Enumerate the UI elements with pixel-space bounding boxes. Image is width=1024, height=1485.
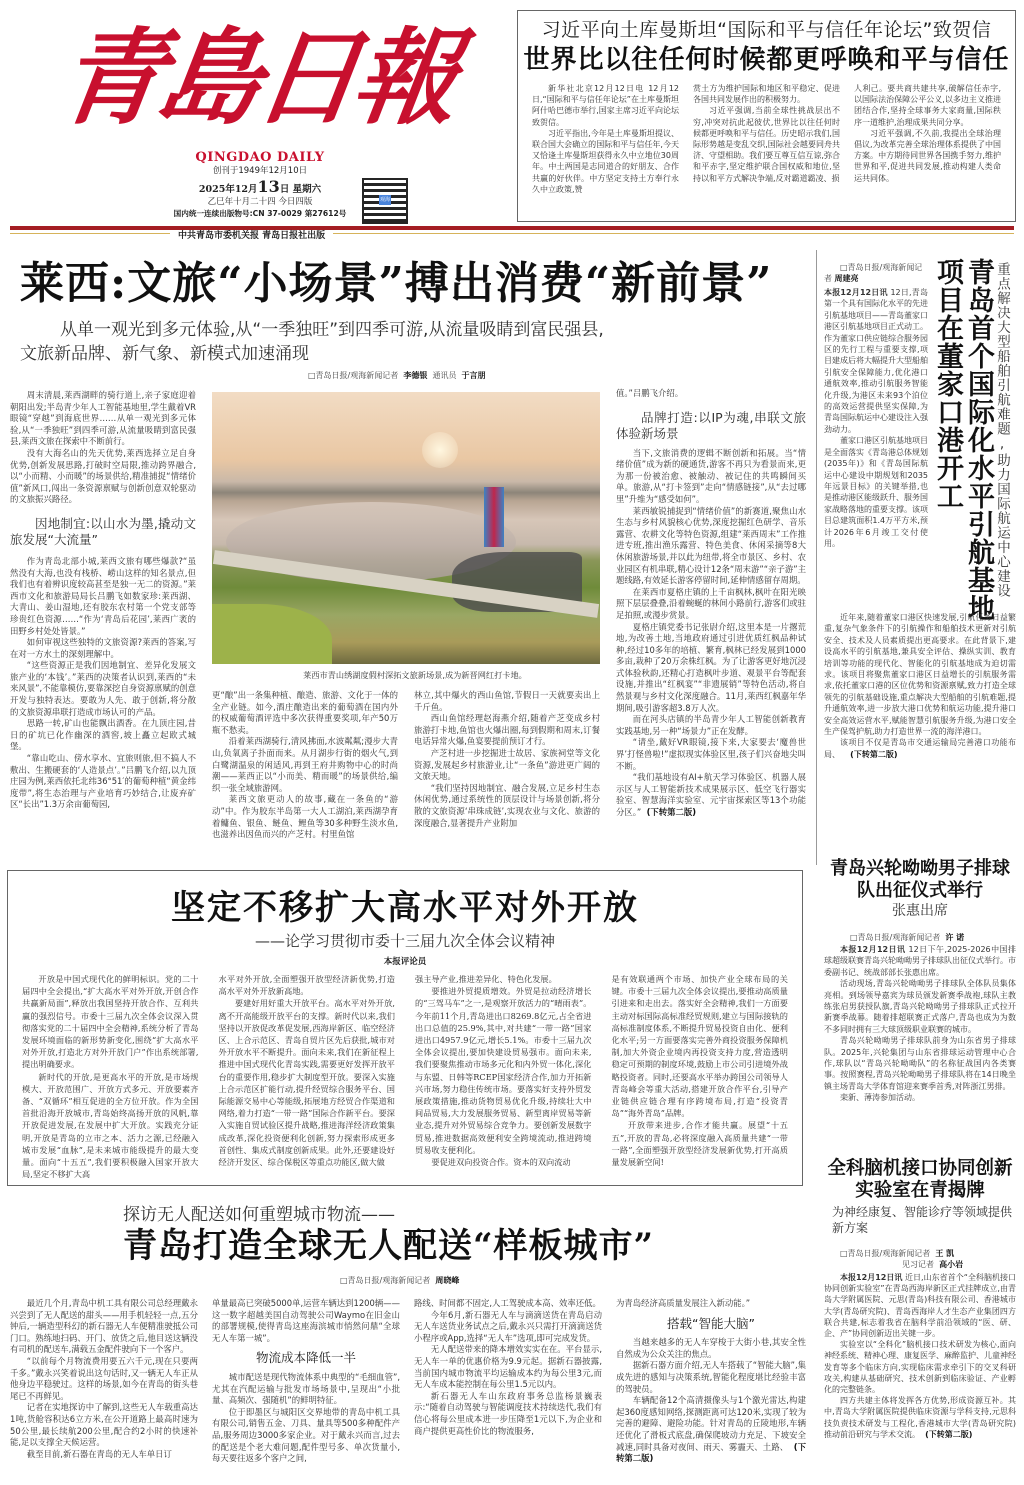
lead-column-3: 林立,其中爆火的西山鱼馆,节假日一天就要卖出上千斤鱼。 西山鱼馆经理赵海燕介绍,随着产芝变成乡村旅游打卡地,鱼馆也火爆出圈,每到假期和周末,订餐电话异常火爆,鱼宴要提前预订才行。 产芝村进一步挖掘进士故居、家族祠堂等文化资源,发展起乡村旅游业,让“一条鱼”游进更广阔的文旅天地。 “我们坚持因地制宜、融合发展,立足乡村生态休闲优势,通过系统性的顶层设计与场景创新,将分散的文旅资源‘串珠成链’,实现农业与文化、旅游的深度融合,显著提升产业附加 [414, 690, 600, 828]
continue-link[interactable]: (下转第二版) [646, 807, 697, 817]
continue-link[interactable]: (下转第二版) [850, 749, 898, 759]
right3-subtitle: 为神经康复、智能诊疗等领域提供新方案 [832, 1205, 1013, 1235]
masthead-rule [10, 226, 1014, 234]
lunar-date-editions: 乙巳年十月二十四 今日四版 [207, 197, 313, 207]
lead-column-4: 值。”吕鹏飞介绍。 品牌打造:以IP为魂,串联文旅体验新场景 当下,文旅消费的逻辑不断创新和拓展。当“情绪价值”成为新的硬通货,游客不再只为看景而来,更为那一份被治愈、被触动、被记住的共鸣瞬间买单。旅游,从“打卡签到”走向“情感链接”,从“去过哪里”升维为“感受如何”。 莱西敏锐捕捉到“情绪价值”的新赛道,聚焦山水生态与乡村风貌核心优势,深度挖掘红色研学、音乐露营、农耕文化等特色资源,组建“莱西周末”工作推进专班,推出渔乐露营、特色美食、休闲采摘等8大休闲旅游场景,并以此为纽带,将全市景区、乡村、农业园区有机串联,精心设计12条“周末游”“亲子游”主题线路,有效延长游客停留时间,延伸情感留存周期。 在莱西市夏格庄镇的上千亩枫林,枫叶在阳光映照下层层叠叠,沿着蜿蜒的林间小路前行,游客们或驻足拍照,或漫步赏景。 夏格庄镇党委书记张尉介绍,这里本是一片撂荒地,为改善土地,当地政府通过引进优质红枫品种试种,经过10多年的培植、繁育,枫林已经发展到1000多亩,栽种了20万余株红枫。为了让游客更好地沉浸式体验秋韵,还精心打造枫叶步道、观景平台等配套设施,并推出“红枫宴”“非遗展销”等特色活动,将自然景观与乡村文化深度融合。11月,莱西红枫嘉年华期间,吸引游客超3.8万人次。 而在河头店镇的半岛青少年人工智能创新教育实践基地,另一种“场景力”正在发酵。 “请坐,戴好VR眼镜,接下来,大家要去‘魔兽世界’打怪兽啦!”虚拟现实体验区里,孩子们兴奋地尖叫不断。 “我们基地设有AI+航天学习体验区、机器人展示区与人工智能新技术成果展示区、低空飞行器实验室、智慧海洋实验室、元宇宙探索区等13个功能分区。” (下转第二版) [616, 388, 806, 817]
top-story [517, 10, 1016, 222]
editorial-body [8, 967, 802, 1180]
bottom-headline: 青岛打造全球无人配送“样板城市” [123, 1226, 655, 1266]
photo-caption: 莱西市青山绣湖度假村深拓文旅新场景,成为新晋网红打卡地。 [303, 670, 527, 680]
right1-headline: 青岛首个国际化水平引航基地项目在董家口港开工 [932, 258, 994, 622]
continue-link[interactable]: (下转第二版) [925, 1429, 973, 1439]
continue-link[interactable]: (下转第二版) [616, 1441, 807, 1464]
top-story-col2: 赏土方为维护国际和地区和平稳定、促进各国共同发展作出的积极努力。 习近平强调,当前全球性挑战层出不穷,冲突对抗此起彼伏,世界比以往任何时候都更呼唤和平与信任。历史昭示我们,国际形势越是变乱交织,国际社会越要同舟共济、守望相助。我们要互尊互信互谅,弥合和平赤字,坚定维护联合国权威和地位,坚持以和平方式解决争端,反对霸道霸凌、损 [693, 84, 840, 183]
editorial-col2: 水平对外开放,全面塑强开放型经济新优势,打造高水平对外开放新高地。 要建好用好重大开放平台。高水平对外开放,离不开高能级开放平台的支撑。新时代以来,我们坚持以开放促改革促发展,西海岸新区、临空经济区、上合示范区、青岛自贸片区先后获批,城市对外开放水平不断提升。面向未来,我们在新征程上推进中国式现代化青岛实践,需要更好发挥开放平台的重要作用,稳步扩大制度型开放。要深入实施上合示范区扩能行动,提升经贸综合服务平台、国际能源交易中心等能级,拓展地方经贸合作渠道和网络,着力打造“一带一路”国际合作新平台。要深入实施自贸试验区提升战略,推进海洋经济政策集成改革,深化投资便利化创新,努力探索形成更多首创性、集成式制度创新成果。此外,还要建设好经济开发区、综合保税区等重点功能区,做大做 [218, 974, 395, 1168]
editorial-title: 坚定不移扩大高水平对外开放 [171, 888, 639, 928]
right3-header [824, 1158, 1016, 1236]
bottom-byline: □青岛日报/观海新闻记者 周晓峰 [340, 1276, 460, 1285]
publisher-text: 中共青岛市委机关报 青岛日报社出版 [170, 231, 333, 241]
lead-byline: □青岛日报/观海新闻记者 李德银 通讯员 于言朋 [308, 371, 486, 380]
right2-header [824, 858, 1016, 920]
lead-deck-line2: 文旅新品牌、新气象、新模式加速涌现 [20, 344, 309, 364]
publisher-line [170, 223, 333, 242]
right3-byline: □青岛日报/观海新闻记者 王 凯 见习记者 高小岩 [840, 1249, 964, 1269]
right1-body-wide: 近年来,随着董家口港区快速发展,引航任务日益繁重,复杂气象条件下的引航操作和船舶技术更新对引航安全、技术及人员素质提出更高要求。在此背景下,建设高水平的引航基地,兼具安全评估、操纵实训、教育培训等功能的现代化、智能化的引航基地成为迫切需求。该项目将聚焦董家口港区日益增长的引航服务需求,依托董家口港的区位优势和资源禀赋,致力打造全球领先的引航基础设施,重点解决大型船舶的引航难题,提升通航效率,进一步放大港口优势和航运功能,提升港口安全高效运营水平,赋能智慧引航服务升级,为港口安全生产保驾护航,助力打造世界一流的海洋港口。 该项目不仅是青岛市交通运输局完善港口功能布局、 (下转第二版) [824, 613, 1016, 759]
top-story-col3: 人利己。要共商共建共享,破解信任赤字,以国际法治保障公平公义,以多边主义推进团结合作,坚持全球事务大家商量,国际秩序一道维护,治理成果共同分享。 习近平强调,不久前,我提出全球治理倡议,为改革完善全球治理体系提供了中国方案。中方期待同世界各国携手努力,维护世界和平,促进共同发展,推动构建人类命运共同体。 [854, 84, 1001, 183]
bottom-column-1: 最近几个月,青岛中机工具有限公司总经理戴永兴尝到了无人配送的甜头——用手机轻轻一点,五分钟后,一辆造型科幻的新石器无人车便精准驶抵公司门口。熟练地扫码、开门、放货之后,他目送这辆没有司机的配送车,满载五金配件驶向下一个客户。 “以前每个月物流费用要五六千元,现在只要两千多。”戴永兴笑着说出这句话时,又一辆无人车正从他身边平稳驶过。这样的场景,如今在青岛的街头巷尾已不再鲜见。 记者在实地探访中了解到,这些无人车载重高达1吨,货舱容积达6立方米,在公开道路上最高时速为50公里,最长续航200公里,配合约2小时的快速补能,足以支撑全天候运营。 截至目前,新石器在青岛的无人车单日订 [10, 1298, 198, 1459]
lead-headline: 莱西:文旅“小场景”搏出消费“新前景” [20, 258, 773, 309]
top-story-kicker: 习近平向土库曼斯坦“国际和平与信任年论坛”致贺信 [541, 19, 992, 41]
editorial-col4: 是有效联通两个市场、加快产业全球布局的关键。市委十三届九次全体会议提出,要推动高质量引进来和走出去。落实好全会精神,我们一方面要主动对标国际高标准经贸规则,建立与国际接轨的高标准制度体系,不断提升贸易投资自由化、便利化水平;另一方面要落实完善外商投资服务保障机制,加大外资企业境内再投资支持力度,营造透明稳定可预期的制度环境,鼓励上市公司引进境外战略投资者。同时,还要高水平举办跨国公司领导人青岛峰会等重大活动,搭建开放合作平台,引导产业链供应链合理有序跨境布局,打造“投资青岛”“海外青岛”品牌。 开放带来进步,合作才能共赢。展望“十五五”,开放的青岛,必将深度融入高质量共建“一带一路”,全面塑强开放型经济发展新优势,打开高质量发展新空间! [611, 974, 788, 1168]
photo-grass [212, 604, 332, 664]
lead-subhead-2: 品牌打造:以IP为魂,串联文旅体验新场景 [616, 409, 806, 441]
right1-kicker: 重点解决大型船舶引航难题,助力国际航运中心建设 [994, 262, 1010, 598]
top-story-body [518, 77, 1015, 195]
editorial [7, 870, 803, 1186]
qr-code[interactable] [362, 178, 408, 224]
founded-date: 创刊于1949年12月10日 [212, 166, 308, 176]
bottom-subhead-1: 物流成本降低一半 [255, 1350, 356, 1366]
right2-headline: 青岛兴轮呦呦男子排球队出征仪式举行 [830, 858, 1010, 901]
right2-subtitle: 张惠出席 [892, 903, 948, 919]
bottom-column-2: 单量最高已突破5000单,运营车辆达到1200辆——这一数字超越美国自动驾驶公司Waymo在旧金山的部署规模,使得青岛这座海滨城市悄然问鼎“全球无人车第一城”。 物流成本降低一半 城市配送是现代物流体系中典型的“毛细血管”,尤其在汽配运输与批发市场场景中,呈现出“小批量、高频次、强随机”的鲜明特征。 位于即墨区与城阳区交界地带的青岛中机工具有限公司,销售五金、刀具、量具等500多种配件产品,服务周边3000多家企业。对于戴永兴而言,过去的配送是个老大难问题,配件型号多、单次货量小,每天要往返多个客户之间, [212, 1298, 400, 1464]
issue-date: 2025年12月13日 星期六 [198, 177, 322, 196]
red-rule [10, 226, 1014, 230]
editorial-author: 本报评论员 [383, 957, 427, 967]
right2-byline: □青岛日报/观海新闻记者 许 诺 [850, 933, 965, 942]
column-divider [816, 250, 817, 865]
masthead-info [160, 150, 360, 220]
lead-photo[interactable] [212, 392, 600, 664]
editorial-subtitle: ——论学习贯彻市委十三届九次全体会议精神 [254, 932, 555, 950]
english-name: QINGDAO DAILY [195, 150, 325, 165]
bottom-column-3: 路线、时间都不固定,人工驾驶成本高、效率还低。 今年6月,新石器无人车与滴滴送货在青岛启动无人车送货业务试点之后,戴永兴只需打开滴滴送货小程序或App,选择“无人车”选项,即可完成发货。 无人配送带来的降本增效实实在在。平台显示,无人车一单的优惠价格为9.9元起。据新石器披露,当前国内城市物流平均运输成本约为每公里3元,而无人车成本能控制在每公里1.5元以内。 新石器无人车山东政府事务总监杨景巍表示:“随着自动驾驶与智能调度技术持续迭代,我们有信心将每公里成本进一步压降至1元以下,为企业和商户提供更高性价比的物流服务, [414, 1298, 602, 1436]
lead-deck-line1: 从单一观光到多元体验,从“一季独旺”到四季可游,从流量吸睛到富民强县, [60, 320, 604, 340]
top-story-title: 世界比以往任何时候都更呼唤和平与信任 [523, 45, 1010, 75]
bottom-subhead-2: 搭载“智能大脑” [667, 1315, 755, 1331]
serial-number: 国内统一连续出版物号:CN 37-0029 第27612号 [173, 209, 347, 218]
right2-body: 本报12月12日讯 12日下午,2025-2026中国排球超级联赛青岛兴轮呦呦男子排球队出征仪式举行。市委副书记、统战部部长张惠出席。 活动现场,青岛兴轮呦呦男子排球队全体队员集体亮相。到场领导嘉宾为球员颁发新赛季战袍,球队主教练张启男获授队旗,青岛兴轮呦呦男子排球队正式拉开新赛季战幕。随着排超联赛正式落户,青岛也成为为数不多同时拥有三大球顶级职业联赛的城市。 青岛兴轮呦呦男子排球队前身为山东省男子排球队。2025年,兴轮集团与山东省排球运动管理中心合作,球队以“青岛兴轮呦呦队”的名称征战国内各类赛事。按照赛程,青岛兴轮呦呦男子排球队将在14日晚坐镇主场青岛大学体育馆迎来赛季首秀,对阵浙江男排。 栾新、薄涛参加活动。 [824, 945, 1017, 1103]
lead-deck [20, 318, 820, 366]
right1-byline: □青岛日报/观海新闻记者 周建亮 [824, 263, 923, 283]
right3-headline: 全科脑机接口协同创新实验室在青揭牌 [827, 1158, 1013, 1201]
bottom-column-4: 为青岛经济高质量发展注入新动能。” 搭载“智能大脑” 当越来越多的无人车穿梭于大街小巷,其安全性自然成为公众关注的焦点。 据新石器方面介绍,无人车搭载了“智能大脑”,集成先进的感知与决策系统,智能化程度堪比经验丰富的驾驶员。 车辆配备12个高清摄像头与1个激光雷达,构建起360度感知网络,探测距离可达120米,实现了较为完善的避障、避险功能。针对青岛的丘陵地形,车辆还优化了滑板式底盘,确保爬坡动力充足、下坡安全减速,同时具备对夜间、雨天、雾霾天、土路、 (下转第二版) [616, 1298, 807, 1464]
photo-tower [484, 487, 504, 547]
photo-sun [422, 432, 458, 468]
lead-subhead-1: 因地制宜:以山水为墨,撬动文旅发展“大流量” [10, 515, 196, 547]
lead-column-1: 周末清晨,莱西湖畔的骑行道上,亲子家庭迎着朝阳出发;半岛青少年人工智能基地里,学生戴着VR眼镜“穿越”到海底世界……从单一观光到多元体验,从“一季独旺”到四季可游,从流量吸睛到富民强县,莱西文旅在探索中不断前行。 没有大海名山的先天优势,莱西选择立足自身优势,创新发展思路,打破时空局限,推动跨界融合,以“小而精、小而暖”的场景供给,精准捕捉“情绪价值”新风口,闯出一条资源禀赋与创新创意双轮驱动的文旅振兴路径。 因地制宜:以山水为墨,撬动文旅发展“大流量” 作为青岛北部小城,莱西文旅有哪些爆款?“虽然没有大海,也没有栈桥、崂山这样的知名景点,但我们也有着辨识度较高甚至是独一无二的资源。”莱西市文化和旅游局局长吕鹏飞如数家珍:莱西湖、大青山、姜山湿地,还有胶东农村第一个党支部等珍贵红色资源……“作为‘青岛后花园’,莱西广袤的田野乡村处处皆景。” 如何审视这些独特的文旅资源?莱西的答案,写在对一方水土的深刻理解中。 “这些资源正是我们因地制宜、差异化发展文旅产业的‘本钱’。”莱西的决策者认识到,莱西的“未来风景”,不能靠模仿,要靠深挖自身资源禀赋的创意开发与独特表达。要敢为人先、敢于创新,将分散的文旅资源串联打造成市场认可的产品。 思路一转,矿山也能飘出酒香。在九顶庄园,昔日的矿坑已化作幽深的酒窖,坡上矗立起欧式城堡。 “靠山吃山、傍水享水、宜旅则旅,但不搞人不敷出、生搬硬套的‘人造景点’。”吕鹏飞介绍,以九顶庄园为例,莱西依托北纬36°51′的葡萄种植“黄金纬度带”,将生态治理与产业培育巧妙结合,让废弃矿区“长出”1.3万余亩葡萄园, [10, 390, 196, 810]
right3-body: 本报12月12日讯 近日,山东省首个“全科脑机接口协同创新实验室”在青岛西海岸新区正式挂牌成立,由青岛大学附属医院、元思(青岛)科技有限公司、香港城市大学(青岛研究院)、青岛西海岸人才生态产业集团四方联合共建,标志着我省在脑科学前沿领域的“医、研、企、产”协同创新迈出关键一步。 实验室以“全科化”脑机接口技术研发为核心,面向神经系统、精神心理、康复医学、麻醉监护、儿童神经发育等多个临床方向,实现临床需求牵引下的交叉科研攻关,构建从基础研究、技术创新到临床验证、产业孵化的完整链条。 四方共建主体将发挥各方优势,形成资源互补。其中,青岛大学附属医院提供临床资源与学科支持,元思科技负责技术研发与工程化,香港城市大学(青岛研究院)推动前沿研究与学术交流。 (下转第二版) [824, 1273, 1017, 1439]
editorial-col3: 强主导产业,推进差异化、特色化发展。 要推进外贸提质增效。外贸是拉动经济增长的“三驾马车”之一,是观察开放活力的“晴雨表”。今年前11个月,青岛进出口8269.8亿元,占全省进出口总值的25.9%,其中,对共建“一带一路”国家进出口4957.9亿元,增长5.1%。市委十三届九次全体会议提出,要加快建设贸易强市。面向未来,我们要聚焦推动市场多元化和内外贸一体化,深化与东盟、日韩等RCEP国家经济合作,加力开拓新兴市场,努力稳住传统市场。要落实好支持外贸发展政策措施,推动货物贸易优化升级,持续壮大中间品贸易,大力发展服务贸易、新型离岸贸易等新业态,提升对外贸易综合竞争力。要创新发展数字贸易,推进数据高效便利安全跨境流动,推进跨境贸易收支便利化。 要促进双向投资合作。资本的双向流动 [415, 974, 592, 1168]
gold-rule [10, 233, 1014, 234]
editorial-col1: 开放是中国式现代化的鲜明标识。党的二十届四中全会提出,“扩大高水平对外开放,开创合作共赢新局面”,释放出我国坚持开放合作、互利共赢的强烈信号。市委十三届九次全体会议深入贯彻落实党的二十届四中全会精神,系统分析了青岛发展环境面临的新形势新变化,围绕“扩大高水平对外开放,打造北方对外开放门户”作出系统部署,提出明确要求。 新时代的开放,是更高水平的开放,是市场规模大、开放范围广、开放方式多元、开放要素齐备、“双循环”相互促进的全方位开放。作为全国首批沿海开放城市,青岛始终高扬开放的风帆,靠开放促进发展,在发展中扩大开放。实践充分证明,开放是青岛的立市之本、活力之源,已经融入城市发展“血脉”,是未来城市能级提升的最大变量。面向“十五五”,我们要积极融入国家开放大局,坚定不移扩大高 [22, 974, 199, 1180]
bottom-kicker: 探访无人配送如何重塑城市物流—— [123, 1205, 395, 1225]
right1-body-narrow: 本报12月12日讯 12日,青岛第一个具有国际化水平的先进引航基地项目——青岛董家口港区引航基地项目正式动工。作为董家口供应链综合服务园区的先行工程与重要支撑,项目建成后将大幅提升大型船舶引航安全保障能力,优化港口通航效率,推动引航服务智能化升级,为港区未来93个泊位的高效运营提供坚实保障,为青岛国际航运中心建设注入强劲动力。 董家口港区引航基地项目是全面落实《青岛港总体规划(2035年)》和《青岛国际航运中心建设中期规划和2035年远景目标》的关键举措,也是推动港区能级跃升、服务国家战略落地的重要支撑。该项目总建筑面积1.4万平方米,预计2026年6月竣工交付使用。 [824, 288, 928, 548]
lead-column-2: 更“酿”出一条集种植、酿造、旅游、文化于一体的全产业链。如今,酒庄酿造出来的葡萄酒在国内外的权威葡萄酒评选中多次获得重要奖项,年产50万瓶不愁卖。 沿着莱西湖骑行,清风拂面,水波粼粼;漫步大青山,负氧离子扑面而来。从月湖步行街的烟火气,到白鹭湖温泉的闲适风,再到王府井购物中心的时尚潮——莱西正以“小而美、精而暖”的场景供给,编织一张全域旅游网。 莱西文旅更动人的故事,藏在一条鱼的“游动”中。作为胶东半岛第一大人工湖泊,莱西湖孕育着鳙鱼、银鱼、鲢鱼、鲤鱼等30多种野生淡水鱼,也滋养出因鱼而兴的产芝村。村里鱼馆 [212, 690, 398, 840]
newspaper-logo: 青島日報 [51, 16, 461, 139]
top-story-col1: 新华社北京12月12日电 12月12日,“国际和平与信任年论坛”在土库曼斯坦阿什哈巴德市举行,国家主席习近平向论坛致贺信。 习近平指出,今年是土库曼斯坦提议、联合国大会确立的国际和平与信任年,今天又恰逢土库曼斯坦获得永久中立地位30周年。中土两国是志同道合的好朋友、合作共赢的好伙伴。中方坚定支持土方奉行永久中立政策,赞 [532, 84, 679, 194]
qr-label: 观海 [379, 197, 390, 203]
masthead-logo [51, 16, 461, 148]
